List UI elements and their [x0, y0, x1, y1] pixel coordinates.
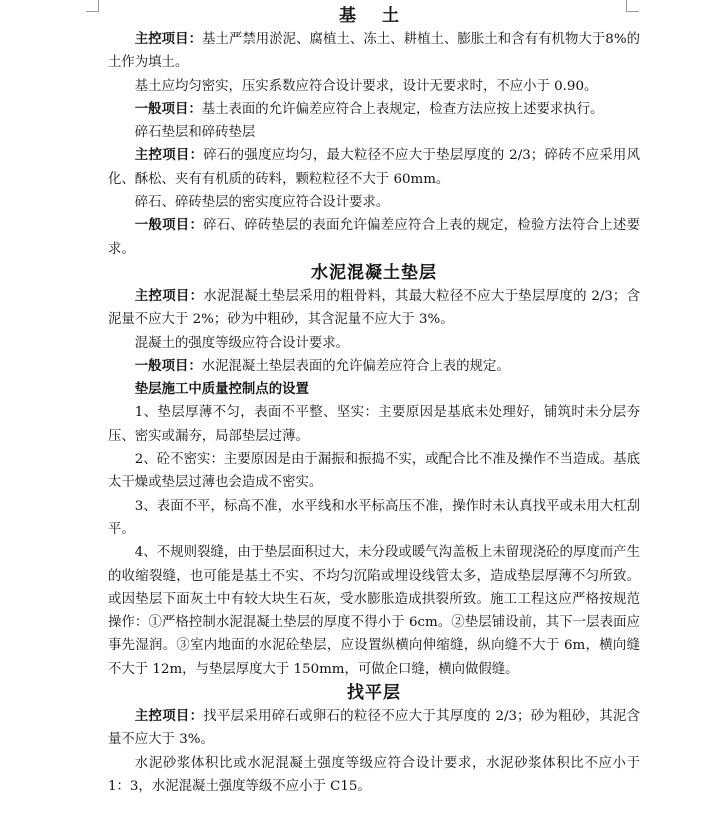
list-item: 3、表面不平，标高不准，水平线和水平标高压不准，操作时未认真找平或未用大杠刮平。 — [108, 498, 640, 537]
label-general-items: 一般项目： — [134, 100, 202, 117]
document-body — [108, 4, 640, 798]
paragraph — [108, 98, 640, 121]
list-item: 1、垫层厚薄不匀，表面不平整、坚实：主要原因是基底未处理好，铺筑时未分层夯压、密实或漏夯，局部垫层过薄。 — [108, 405, 640, 444]
paragraph-text: 找平层采用碎石或卵石的粒径不应大于其厚度的 2/3；砂为粗砂，其泥含量不应大于 3%。 — [108, 709, 640, 748]
paragraph — [108, 144, 640, 191]
paragraph-text: 碎石的强度应均匀，最大粒径不应大于垫层厚度的 2/3；碎砖不应采用风化、酥松、夹有有机质的砖料，颗粒粒径不大于 60mm。 — [108, 148, 640, 187]
page-corner-mark-left — [86, 0, 99, 12]
paragraph: 水泥砂浆体积比或水泥混凝土强度等级应符合设计要求，水泥砂浆体积比不应小于 1：3，水泥混凝土强度等级不应小于 C15。 — [108, 755, 640, 794]
paragraph-text: 基土严禁用淤泥、腐植土、冻土、耕植土、膨胀土和含有有机物大于8%的土作为填土。 — [108, 32, 640, 71]
paragraph-text: 碎石、碎砖垫层的表面允许偏差应符合上表的规定，检验方法符合上述要求。 — [108, 218, 641, 257]
paragraph-text: 基土表面的允许偏差应符合上表规定，检查方法应按上述要求执行。 — [201, 101, 604, 117]
label-general-items: 一般项目： — [134, 217, 204, 234]
list-item: 2、砼不密实：主要原因是由于漏振和振捣不实，或配合比不准及操作不当造成。基底太干燥或垫层过薄也会造成不密实。 — [108, 452, 640, 491]
label-main-items: 主控项目： — [134, 287, 204, 304]
section-title-jitu: 基 土 — [339, 6, 409, 26]
label-general-items: 一般项目： — [134, 357, 202, 374]
paragraph-text: 水泥混凝土垫层表面的允许偏差应符合上表的规定。 — [201, 358, 510, 374]
label-main-items: 主控项目： — [134, 708, 204, 725]
label-main-items: 主控项目： — [134, 31, 203, 47]
section-title-concrete: 水泥混凝土垫层 — [311, 262, 437, 283]
label-main-items: 主控项目： — [134, 147, 204, 164]
paragraph — [108, 355, 640, 378]
paragraph: 碎石垫层和碎砖垫层 — [134, 125, 256, 141]
subheading-quality-control: 垫层施工中质量控制点的设置 — [134, 381, 309, 398]
paragraph — [108, 705, 640, 752]
paragraph: 混凝土的强度等级应符合设计要求。 — [134, 335, 350, 351]
paragraph: 碎石、碎砖垫层的密实度应符合设计要求。 — [134, 195, 390, 211]
paragraph — [108, 214, 640, 261]
paragraph-text: 水泥混凝土垫层采用的粗骨料，其最大粒径不应大于垫层厚度的 2/3；含泥量不应大于 2%；砂为中粗砂，其含泥量不应大于 3%。 — [108, 288, 640, 328]
paragraph: 基土应均匀密实，压实系数应符合设计要求，设计无要求时，不应小于 0.90。 — [134, 78, 598, 94]
list-item: 4、不规则裂缝，由于垫层面积过大，未分段或暖气沟盖板上未留现浇砼的厚度而产生的收缩裂缝，也可能是基土不实、不均匀沉陷或埋设线管太多，造成垫层厚薄不匀所致。或因垫层下面灰土中有较大块生石灰，受水膨胀造成拱裂所致。施工工程这应严格按规范操作：①严格控制水泥混凝土垫层的厚度不得小于 6cm。②垫层铺设前，其下一层表面应事先湿润。③室内地面的水泥砼垫层，应设置纵横向伸缩缝，纵向缝不大于 6m，横向缝不大于 12m，与垫层厚度大于 150mm，可做企口缝，横向做假缝。 — [108, 545, 640, 677]
section-title-zhaoping: 找平层 — [347, 683, 401, 704]
paragraph — [108, 285, 640, 332]
paragraph — [108, 28, 640, 75]
